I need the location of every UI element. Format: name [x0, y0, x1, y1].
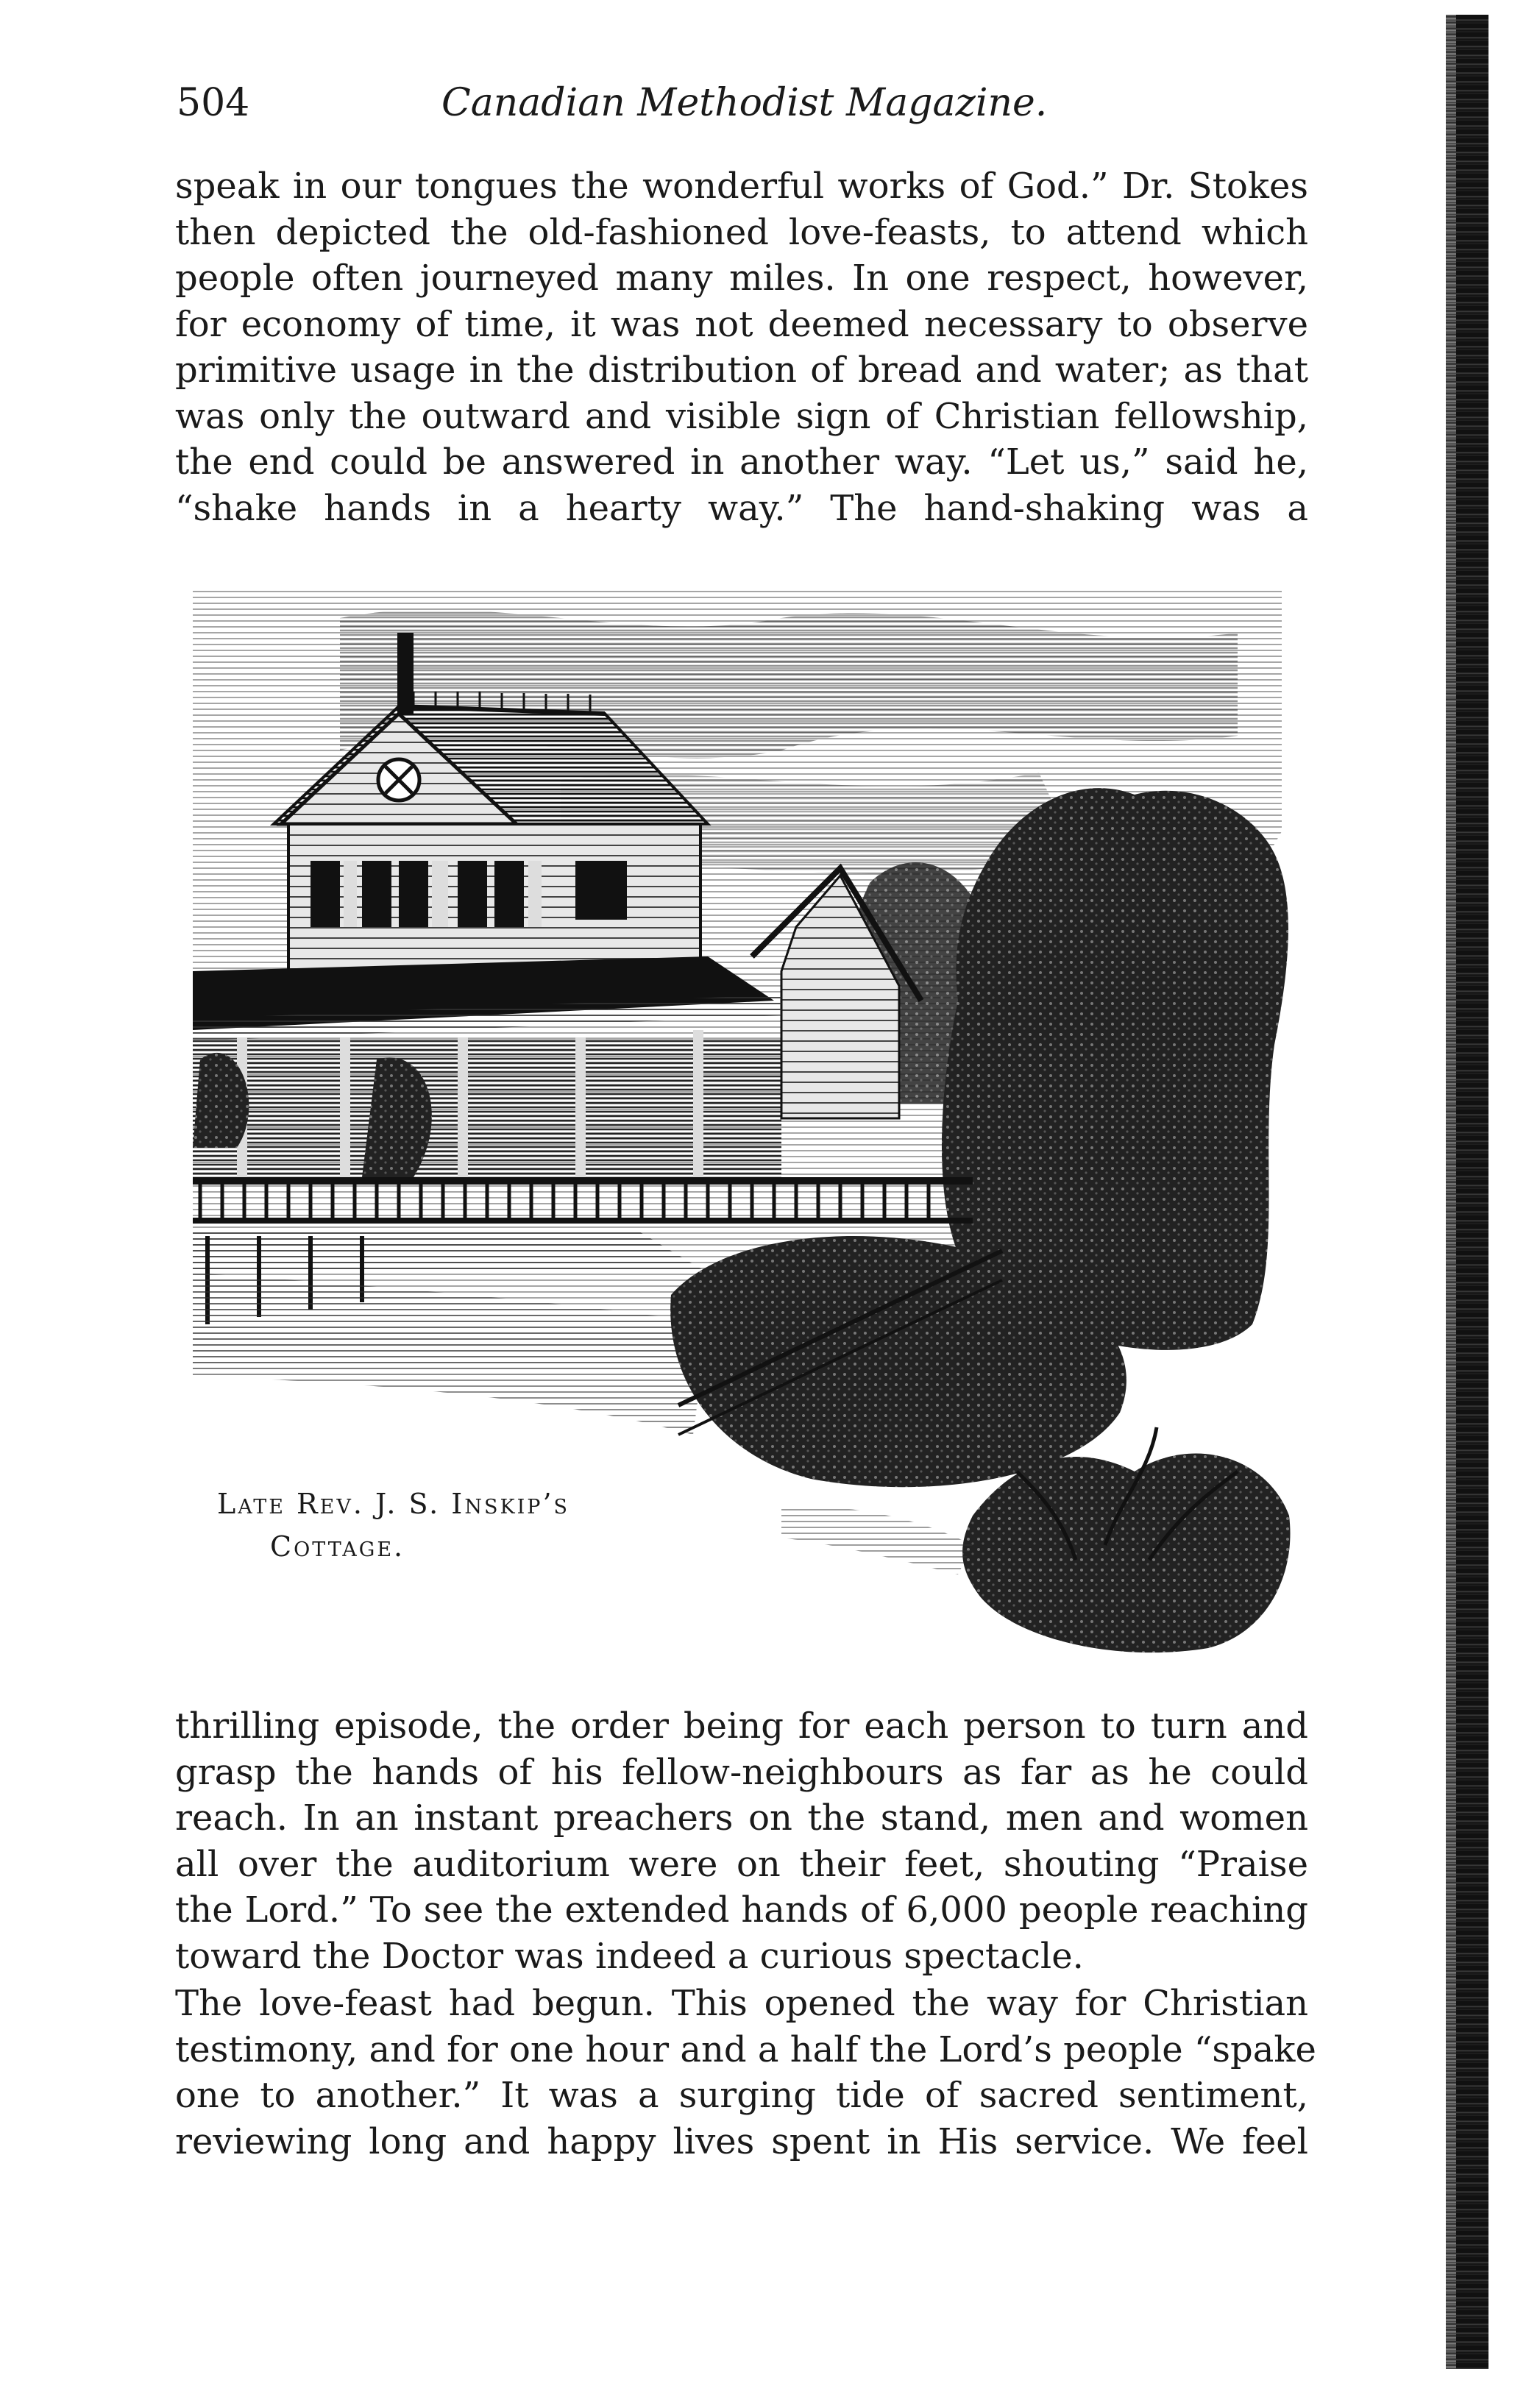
text-line: thrilling episode, the order being for each person to turn and [175, 1705, 1308, 1747]
text-line: was only the outward and visible sign of Christian fellowship, [175, 395, 1308, 437]
text-line: the end could be answered in another way. “Let us,” said he, [175, 441, 1308, 483]
text-line: The love-feast had begun. This opened the way for Christian [175, 1983, 1308, 2024]
text-line: reviewing long and happy lives spent in His service. We feel [175, 2120, 1308, 2162]
page-edge-shadow [1446, 15, 1488, 2369]
text-line: then depicted the old-fashioned love-feasts, to attend which [175, 211, 1308, 253]
text-line: speak in our tongues the wonderful works of God.” Dr. Stokes [175, 166, 1308, 207]
text-line: grasp the hands of his fellow-neighbours as far as he could [175, 1751, 1308, 1793]
text-line: one to another.” It was a surging tide of sacred sentiment, [175, 2075, 1308, 2116]
text-line: testimony, and for one hour and a half the Lord’s people “spake [175, 2028, 1316, 2070]
text-line: for economy of time, it was not deemed necessary to observe [175, 303, 1308, 345]
text-line: “shake hands in a hearty way.” The hand-shaking was a [175, 487, 1308, 529]
text-line: the Lord.” To see the extended hands of 6,000 people reaching [175, 1889, 1308, 1931]
text-line: reach. In an instant preachers on the stand, men and women [175, 1797, 1308, 1839]
caption-line: Cottage. [270, 1530, 405, 1563]
illustration-caption [217, 1483, 600, 1568]
text-line: people often journeyed many miles. In one respect, however, [175, 258, 1308, 299]
text-line: toward the Doctor was indeed a curious spectacle. [175, 1935, 1084, 1977]
paragraph-3 [175, 1981, 1316, 2165]
running-title: Canadian Methodist Magazine. [441, 81, 1048, 125]
caption-line: Late Rev. J. S. Inskip’s [217, 1488, 570, 1520]
paragraph-1 [175, 163, 1308, 531]
text-line: primitive usage in the distribution of bread and water; as that [175, 349, 1308, 391]
text-line: all over the auditorium were on their feet, shouting “Praise [175, 1843, 1308, 1885]
paragraph-2 [175, 1703, 1308, 1979]
page-header [177, 74, 1310, 132]
page-number: 504 [177, 81, 250, 125]
